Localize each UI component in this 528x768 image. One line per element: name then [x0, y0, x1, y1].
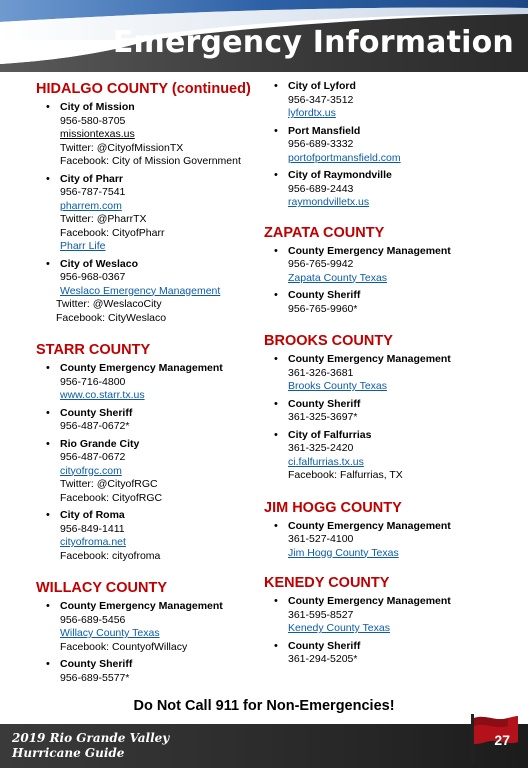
facebook-page: Facebook: CityofRGC [60, 491, 163, 504]
county-heading-kenedy-county: KENEDY COUNTY [264, 575, 390, 591]
phone-number: 361-326-3681 [288, 366, 354, 379]
contact-name: • County Emergency Management [288, 244, 451, 257]
contact-list [274, 595, 500, 667]
website-link[interactable]: Weslaco Emergency Management [60, 284, 221, 297]
phone-number: 956-689-5456 [60, 613, 126, 626]
phone-number: 361-325-3697* [288, 411, 358, 423]
twitter-handle: Twitter: @CityofRGC [60, 478, 158, 490]
phone-number: 956-689-2443 [288, 182, 354, 195]
website-link[interactable]: Kenedy County Texas [288, 622, 390, 634]
facebook-page: Facebook: City of Mission Government [60, 155, 241, 167]
website-link[interactable]: portofportmansfield.com [288, 151, 401, 164]
contact-name: • City of Mission [60, 101, 135, 113]
contact-entry-county-emergency-management [46, 600, 264, 654]
phone-number: 361-527-4100 [288, 533, 354, 545]
facebook-page: Facebook: CityofPharr [60, 226, 165, 239]
website-link[interactable]: cityofroma.net [60, 536, 126, 548]
phone-number: 956-787-7541 [60, 186, 126, 198]
contact-entry-county-emergency-management [274, 595, 500, 636]
phone-number: 956-765-9942 [288, 258, 354, 270]
website-link[interactable]: missiontexas.us [60, 128, 135, 140]
contact-entry-port-mansfield [274, 125, 500, 166]
contact-entry-city-of-weslaco [46, 258, 264, 326]
facebook-page: Facebook: cityofroma [60, 549, 161, 562]
page-header [0, 0, 528, 72]
phone-number: 956-849-1411 [60, 522, 125, 535]
contact-name: • County Emergency Management [60, 362, 223, 374]
contact-name: • County Sheriff [288, 639, 361, 652]
contact-name: • City of Raymondville [288, 169, 392, 181]
contact-entry-county-sheriff [46, 407, 264, 434]
contact-list [274, 353, 500, 483]
website-link[interactable]: cityofrgc.com [60, 464, 122, 477]
contact-entry-county-sheriff [274, 289, 500, 316]
contact-list [274, 520, 500, 561]
contact-name: • County Sheriff [60, 658, 133, 670]
page-number: 27 [494, 732, 510, 748]
contact-name: • City of Pharr [60, 172, 124, 185]
section-spacer [36, 567, 264, 579]
contact-name: • County Sheriff [288, 289, 361, 301]
website-link[interactable]: Willacy County Texas [60, 627, 160, 639]
contact-name: • County Emergency Management [288, 353, 451, 365]
facebook-page: Facebook: Falfurrias, TX [288, 469, 403, 481]
contact-entry-city-of-lyford [274, 80, 500, 121]
website-link[interactable]: raymondvilletx.us [288, 196, 370, 208]
contact-list [46, 600, 264, 685]
contact-entry-county-emergency-management [46, 362, 264, 403]
website-link[interactable]: Zapata County Texas [288, 271, 388, 284]
contact-list [274, 245, 500, 317]
website-link[interactable]: pharrem.com [60, 199, 122, 212]
twitter-handle: Twitter: @CityofMissionTX [60, 141, 184, 154]
contact-name: • Rio Grande City [60, 437, 140, 450]
county-heading-hidalgo-county-continued: HIDALGO COUNTY (continued) [36, 81, 251, 97]
phone-number: 956-716-4800 [60, 375, 126, 388]
contact-name: • City of Falfurrias [288, 428, 372, 441]
contact-entry-city-of-mission [46, 101, 264, 169]
county-heading-willacy-county: WILLACY COUNTY [36, 580, 168, 596]
phone-number: 956-487-0672* [60, 420, 130, 432]
contact-name: • County Sheriff [60, 406, 133, 419]
phone-number: 956-968-0367 [60, 271, 126, 283]
contact-entry-city-of-pharr [46, 173, 264, 254]
contact-name: • City of Roma [60, 509, 125, 521]
phone-number: 361-325-2420 [288, 442, 354, 454]
contact-entry-rio-grande-city [46, 438, 264, 506]
contact-entry-county-emergency-management [274, 353, 500, 394]
county-heading-starr-county: STARR COUNTY [36, 342, 151, 358]
county-heading-brooks-county: BROOKS COUNTY [264, 333, 393, 349]
facebook-page: Facebook: CountyofWillacy [60, 640, 188, 653]
contact-name: • County Sheriff [288, 397, 361, 410]
contact-entry-county-sheriff [274, 640, 500, 667]
contact-entry-city-of-falfurrias [274, 429, 500, 483]
county-heading-zapata-county: ZAPATA COUNTY [264, 224, 385, 241]
section-spacer [264, 320, 500, 332]
contact-list [46, 362, 264, 563]
contact-entry-county-emergency-management [274, 520, 500, 561]
website-link[interactable]: Brooks County Texas [288, 380, 388, 392]
website-link[interactable]: Pharr Life [60, 240, 106, 252]
contact-name: • County Emergency Management [288, 519, 451, 532]
facebook-page: Facebook: CityWeslaco [56, 311, 167, 324]
phone-number: 956-347-3512 [288, 93, 354, 106]
twitter-handle: Twitter: @WeslacoCity [56, 298, 162, 310]
phone-number: 956-580-8705 [60, 114, 126, 127]
contact-name: • Port Mansfield [288, 124, 361, 137]
section-spacer [264, 214, 500, 224]
contact-entry-city-of-raymondville [274, 169, 500, 210]
contact-list [46, 101, 264, 325]
contact-name: • City of Weslaco [60, 257, 138, 270]
left-column [36, 80, 264, 689]
county-heading-jim-hogg-county: JIM HOGG COUNTY [264, 499, 402, 516]
contact-entry-city-of-roma [46, 509, 264, 563]
phone-number: 956-487-0672 [60, 451, 126, 463]
website-link[interactable]: ci.falfurrias.tx.us [288, 455, 364, 468]
guide-title-line1: 2019 Rio Grande Valley [12, 731, 170, 745]
guide-title [12, 731, 169, 761]
section-spacer [264, 487, 500, 499]
guide-title-line2: Hurricane Guide [12, 746, 125, 760]
website-link[interactable]: Jim Hogg County Texas [288, 546, 399, 559]
section-spacer [36, 329, 264, 341]
contact-name: • County Emergency Management [60, 600, 223, 612]
right-column [264, 80, 500, 671]
contact-name: • County Emergency Management [288, 595, 451, 607]
contact-entry-county-sheriff [274, 398, 500, 425]
phone-number: 956-689-5577* [60, 671, 130, 684]
page-footer [0, 724, 528, 768]
phone-number: 361-595-8527 [288, 608, 354, 621]
twitter-handle: Twitter: @PharrTX [60, 213, 147, 225]
contact-list [274, 80, 500, 210]
website-link[interactable]: www.co.starr.tx.us [60, 389, 145, 401]
section-spacer [264, 564, 500, 574]
website-link[interactable]: lyfordtx.us [288, 107, 336, 119]
non-emergency-warning: Do Not Call 911 for Non-Emergencies! [133, 698, 395, 714]
phone-number: 956-689-3332 [288, 138, 354, 150]
contact-entry-county-sheriff [46, 658, 264, 685]
contact-entry-county-emergency-management [274, 245, 500, 286]
page-title: Emergency Information [112, 25, 514, 60]
phone-number: 361-294-5205* [288, 653, 358, 665]
contact-name: • City of Lyford [288, 80, 356, 92]
phone-number: 956-765-9960* [288, 302, 358, 315]
